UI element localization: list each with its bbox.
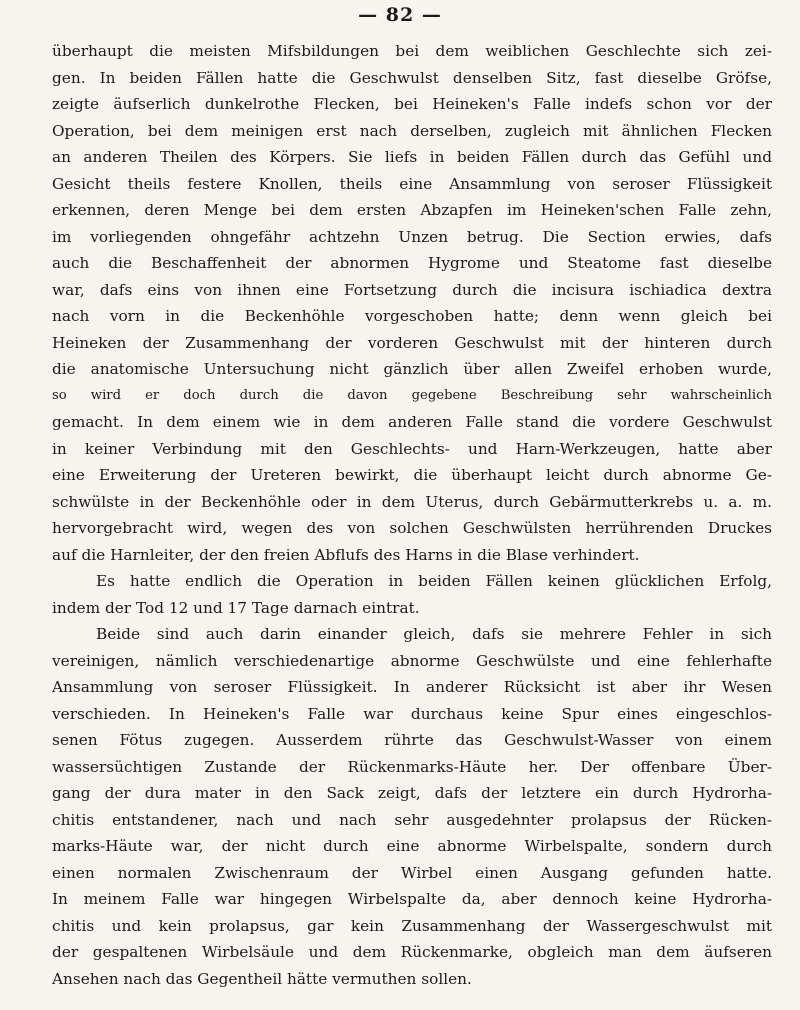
text-line: senen Fötus zugegen. Ausserdem rührte das Geschwulst-Wasser von einem [52,731,772,749]
text-line: Operation, bei dem meinigen erst nach derselben, zugleich mit ähnlichen Flecken [52,121,772,140]
text-line: In meinem Falle war hingegen Wirbelspalte da, aber dennoch keine Hydrorha- [52,890,772,908]
text-line: auf die Harnleiter, der den freien Abflufs des Harns in die Blase verhindert. [52,545,640,564]
text-line: wassersüchtigen Zustande der Rückenmarks-Häute her. Der offenbare Über- [52,757,772,776]
text-line: Es hatte endlich die Operation in beiden Fällen keinen glücklichen Erfolg, [96,572,772,590]
text-line: einen normalen Zwischenraum der Wirbel einen Ausgang gefunden hatte. [52,863,772,882]
text-line: schwülste in der Beckenhöhle oder in dem Uterus, durch Gebärmutterkrebs u. a. m. [52,492,772,511]
text-line: chitis und kein prolapsus, gar kein Zusammenhang der Wassergeschwulst mit [52,916,772,935]
text-line: vereinigen, nämlich verschiedenartige abnorme Geschwülste und eine fehlerhafte [52,651,772,670]
text-line: eine Erweiterung der Ureteren bewirkt, die überhaupt leicht durch abnorme Ge- [52,466,772,484]
text-line: an anderen Theilen des Körpers. Sie liefs in beiden Fällen durch das Gefühl und [52,148,772,166]
page-number: — 82 — [358,4,442,26]
text-line: Beide sind auch darin einander gleich, dafs sie mehrere Fehler in sich [96,625,772,643]
text-line: im vorliegenden ohngefähr achtzehn Unzen betrug. Die Section erwies, dafs [52,227,772,246]
text-line: indem der Tod 12 und 17 Tage darnach eintrat. [52,598,420,617]
text-line: in keiner Verbindung mit den Geschlechts- und Harn-Werkzeugen, hatte aber [52,439,772,458]
text-line: Heineken der Zusammenhang der vorderen Geschwulst mit der hinteren durch [52,333,772,352]
text-line: Ansehen nach das Gegentheil hätte vermuthen sollen. [52,969,472,988]
text-line: Ansammlung von seroser Flüssigkeit. In anderer Rücksicht ist aber ihr Wesen [52,678,772,696]
text-line: überhaupt die meisten Mifsbildungen bei dem weiblichen Geschlechte sich zei- [52,42,772,60]
text-line: Gesicht theils festere Knollen, theils eine Ansammlung von seroser Flüssigkeit [52,174,772,193]
text-line: hervorgebracht wird, wegen des von solchen Geschwülsten herrührenden Druckes [52,519,772,537]
text-line: marks-Häute war, der nicht durch eine abnorme Wirbelspalte, sondern durch [52,837,772,855]
text-line: gemacht. In dem einem wie in dem anderen Falle stand die vordere Geschwulst [52,413,772,431]
text-line: auch die Beschaffenheit der abnormen Hygrome und Steatome fast dieselbe [52,254,772,272]
text-line: chitis entstandener, nach und nach sehr ausgedehnter prolapsus der Rücken- [52,810,772,829]
text-line: zeigte äufserlich dunkelrothe Flecken, bei Heineken's Falle indefs schon vor der [52,95,772,113]
text-line: so wird er doch durch die davon gegebene Beschreibung sehr wahrscheinlich [52,387,772,403]
text-line: war, dafs eins von ihnen eine Fortsetzung durch die incisura ischiadica dextra [52,280,772,299]
text-line: nach vorn in die Beckenhöhle vorgeschoben hatte; denn wenn gleich bei [52,307,772,325]
text-line: verschieden. In Heineken's Falle war durchaus keine Spur eines eingeschlos- [52,704,772,723]
text-line: die anatomische Untersuchung nicht gänzlich über allen Zweifel erhoben wurde, [52,360,772,378]
body-text [52,38,772,992]
text-line: gang der dura mater in den Sack zeigt, dafs der letztere ein durch Hydrorha- [52,784,772,802]
text-line: erkennen, deren Menge bei dem ersten Abzapfen im Heineken'schen Falle zehn, [52,201,772,219]
text-line: gen. In beiden Fällen hatte die Geschwulst denselben Sitz, fast dieselbe Gröfse, [52,68,772,87]
text-line: der gespaltenen Wirbelsäule und dem Rückenmarke, obgleich man dem äufseren [52,943,772,961]
